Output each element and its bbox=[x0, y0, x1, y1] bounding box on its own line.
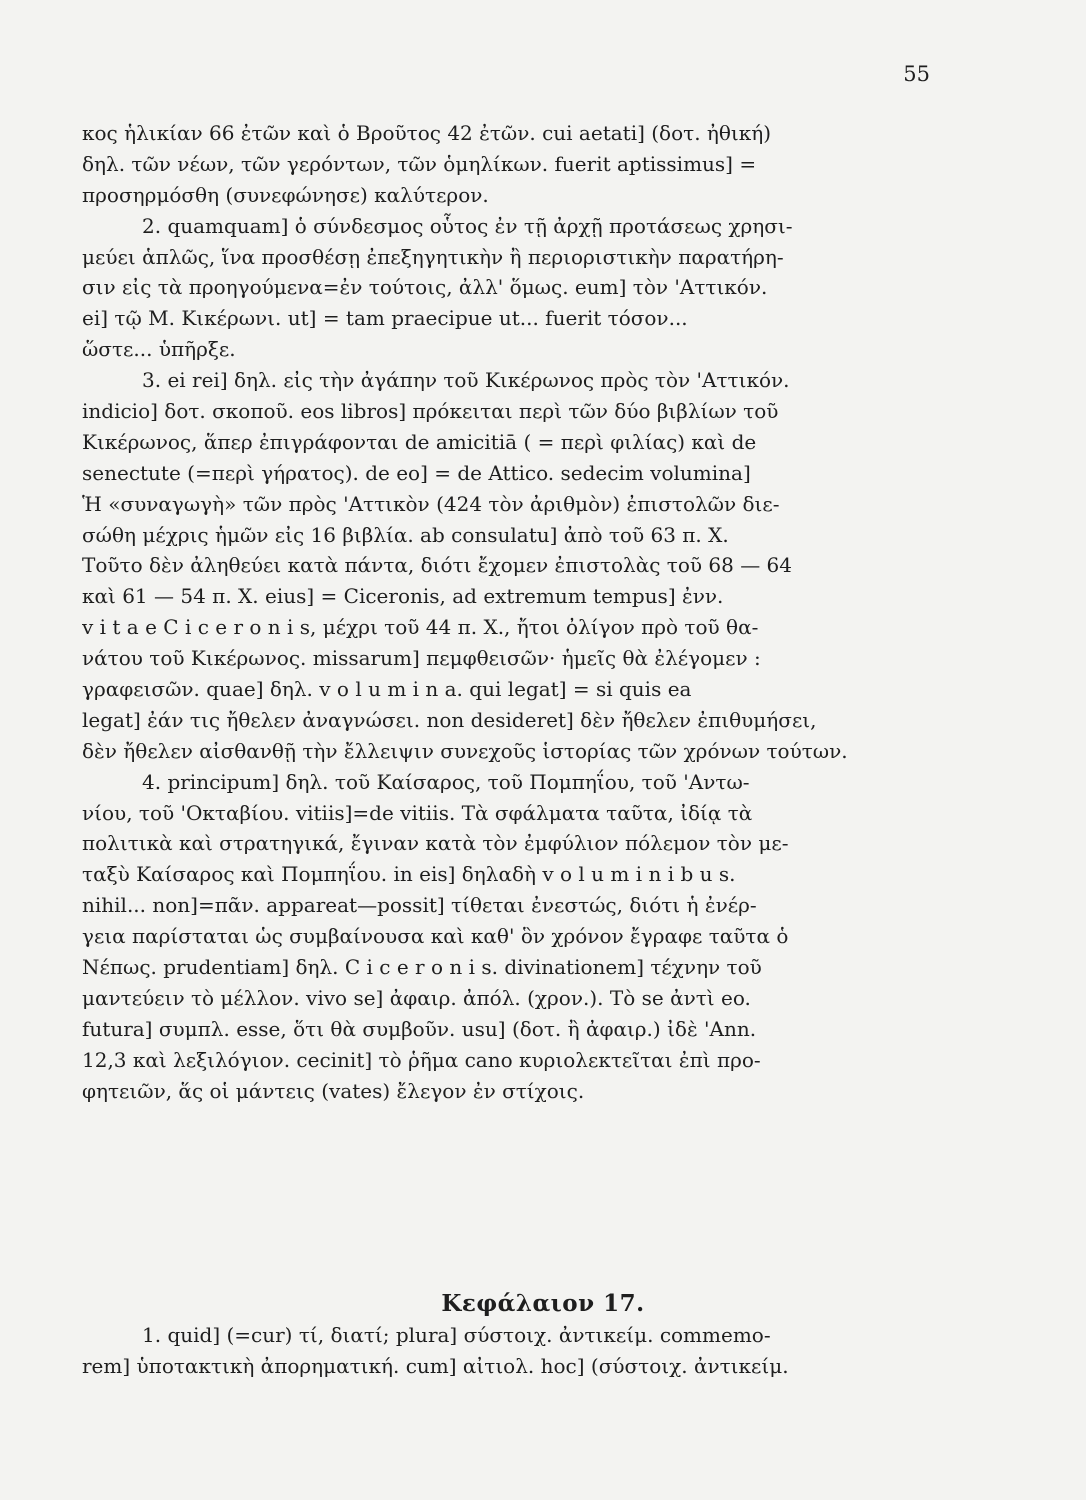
text-line: δηλ. τῶν νέων, τῶν γερόντων, τῶν ὁμηλίκων. fuerit aptissimus] = bbox=[82, 151, 757, 176]
text-line: μαντεύειν τὸ μέλλον. vivo se] ἀφαιρ. ἀπόλ. (χρον.). Τὸ se ἀντὶ eo. bbox=[82, 985, 751, 1010]
text-line: Τοῦτο δὲν ἀληθεύει κατὰ πάντα, διότι ἔχομεν ἐπιστολὰς τοῦ 68 — 64 bbox=[82, 553, 793, 578]
text-line: καὶ 61 — 54 π. Χ. eius] = Ciceronis, ad extremum tempus] ἐνν. bbox=[82, 584, 724, 609]
text-line: κος ἡλικίαν 66 ἐτῶν καὶ ὁ Βροῦτος 42 ἐτῶν. cui aetati] (δοτ. ἠθική) bbox=[82, 121, 772, 145]
text-line: δὲν ἤθελεν αἰσθανθῇ τὴν ἔλλειψιν συνεχοῦς ἱστορίας τῶν χρόνων τούτων. bbox=[82, 738, 848, 763]
page-number: 55 bbox=[903, 62, 930, 86]
text-line: nihil... non]=πᾶν. appareat—possit] τίθεται ἐνεστώς, διότι ἡ ἐνέρ- bbox=[82, 893, 757, 918]
text-line: senectute (=περὶ γήρατος). de eo] = de Attico. sedecim volumina] bbox=[82, 460, 751, 485]
text-line: indicio] δοτ. σκοποῦ. eos libros] πρόκειται περὶ τῶν δύο βιβλίων τοῦ bbox=[82, 399, 779, 424]
text-line: 12,3 καὶ λεξιλόγιον. cecinit] τὸ ῥῆμα cano κυριολεκτεῖται ἐπὶ προ- bbox=[82, 1047, 761, 1072]
text-line: futura] συμπλ. esse, ὅτι θὰ συμβοῦν. usu] (δοτ. ἢ ἀφαιρ.) ἰδὲ 'Ann. bbox=[82, 1016, 757, 1041]
text-line: σώθη μέχρις ἡμῶν εἰς 16 βιβλία. ab consulatu] ἀπὸ τοῦ 63 π. Χ. bbox=[82, 522, 729, 547]
commentary-section-17 bbox=[82, 1320, 932, 1382]
text-line: ei] τῷ Μ. Κικέρωνι. ut] = tam praecipue ut... fuerit τόσον... bbox=[82, 306, 688, 331]
text-line: Νέπως. prudentiam] δηλ. C i c e r o n i s. divinationem] τέχνην τοῦ bbox=[82, 955, 762, 980]
text-line: ὥστε... ὑπῆρξε. bbox=[82, 337, 236, 362]
text-line: νάτου τοῦ Κικέρωνος. missarum] πεμφθεισῶν· ἡμεῖς θὰ ἐλέγομεν : bbox=[82, 646, 761, 671]
text-line: legat] ἐάν τις ἤθελεν ἀναγνώσει. non desideret] δὲν ἤθελεν ἐπιθυμήσει, bbox=[82, 707, 817, 732]
text-line: πολιτικὰ καὶ στρατηγικά, ἔγιναν κατὰ τὸν ἐμφύλιον πόλεμον τὸν με- bbox=[82, 831, 789, 856]
text-line: 1. quid] (=cur) τί, διατί; plura] σύστοιχ. ἀντικείμ. commemo- bbox=[142, 1323, 771, 1347]
text-line: 2. quamquam] ὁ σύνδεσμος οὗτος ἐν τῇ ἀρχῇ προτάσεως χρησι- bbox=[142, 213, 793, 238]
text-line: ταξὺ Καίσαρος καὶ Πομπηΐου. in eis] δηλαδὴ v o l u m i n i b u s. bbox=[82, 862, 736, 887]
text-line: Ἡ «συναγωγὴ» τῶν πρὸς 'Αττικὸν (424 τὸν ἀριθμὸν) ἐπιστολῶν διε- bbox=[82, 491, 780, 516]
text-line: rem] ὑποτακτικὴ ἀπορηματική. cum] αἰτιολ. hoc] (σύστοιχ. ἀντικείμ. bbox=[82, 1353, 789, 1378]
text-line: φητειῶν, ἅς οἱ μάντεις (vates) ἔλεγον ἐν στίχοις. bbox=[82, 1078, 585, 1103]
text-line: v i t a e C i c e r o n i s, μέχρι τοῦ 44 π. Χ., ἤτοι ὀλίγον πρὸ τοῦ θα- bbox=[82, 615, 759, 640]
text-line: προσηρμόσθη (συνεφώνησε) καλύτερον. bbox=[82, 182, 489, 207]
text-line: σιν εἰς τὰ προηγούμενα=ἐν τούτοις, ἀλλ' ὅμως. eum] τὸν 'Αττικόν. bbox=[82, 275, 768, 300]
text-line: 4. principum] δηλ. τοῦ Καίσαρος, τοῦ Πομπηΐου, τοῦ 'Αντω- bbox=[142, 769, 750, 794]
text-line: νίου, τοῦ 'Οκταβίου. vitiis]=de vitiis. Τὰ σφάλματα ταῦτα, ἰδίᾳ τὰ bbox=[82, 800, 753, 825]
text-line: γεια παρίσταται ὡς συμβαίνουσα καὶ καθ' ὃν χρόνον ἔγραφε ταῦτα ὁ bbox=[82, 924, 789, 949]
text-line: γραφεισῶν. quae] δηλ. v o l u m i n a. qui legat] = si quis ea bbox=[82, 677, 692, 702]
text-line: 3. ei rei] δηλ. εἰς τὴν ἀγάπην τοῦ Κικέρωνος πρὸς τὸν 'Αττικόν. bbox=[142, 368, 790, 393]
chapter-heading: Κεφάλαιον 17. bbox=[441, 1290, 645, 1317]
text-line: Κικέρωνος, ἅπερ ἐπιγράφονται de amicitiā ( = περὶ φιλίας) καὶ de bbox=[82, 429, 757, 454]
text-line: μεύει ἁπλῶς, ἵνα προσθέσῃ ἐπεξηγητικὴν ἢ περιοριστικὴν παρατήρη- bbox=[82, 244, 784, 269]
commentary-section-16 bbox=[82, 118, 932, 1107]
